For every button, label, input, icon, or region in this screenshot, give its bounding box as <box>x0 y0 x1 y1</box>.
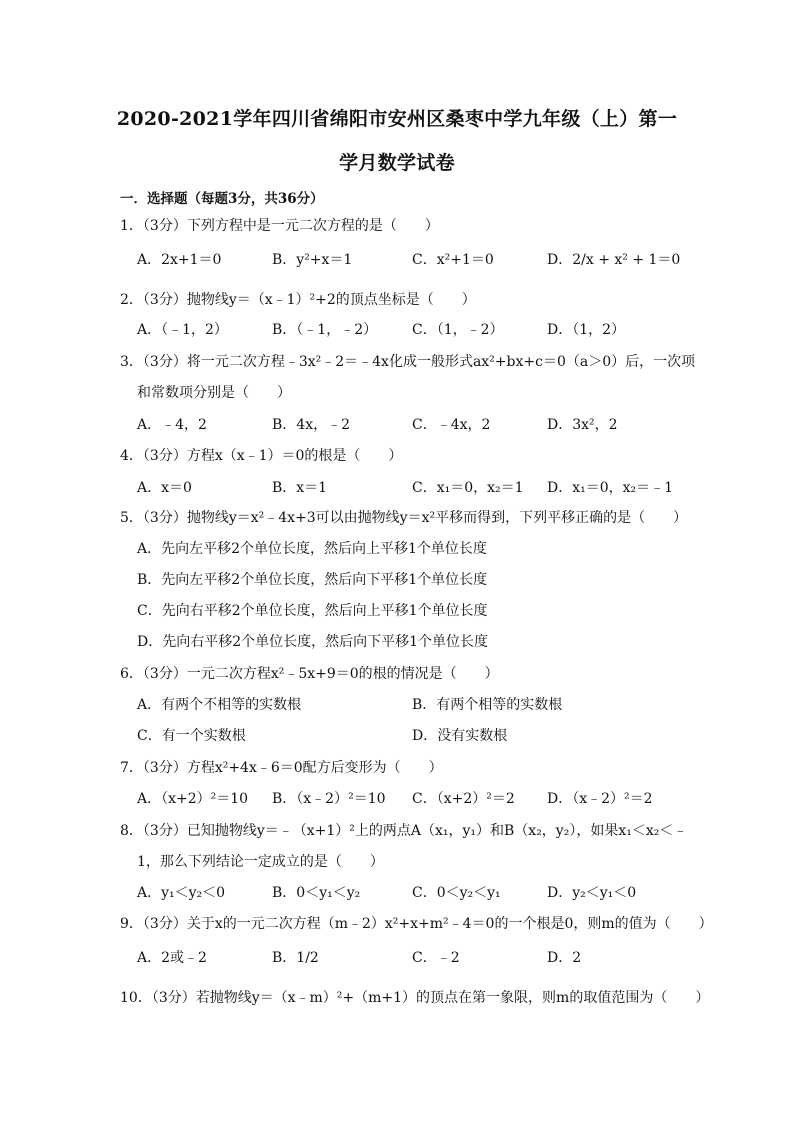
question-2-option-d: D．（1，2） <box>547 322 626 338</box>
question-3-option-c: C．﹣4x，2 <box>412 417 491 433</box>
question-3-option-a: A．﹣4，2 <box>137 417 207 433</box>
question-4-option-a: A．x＝0 <box>137 480 192 496</box>
question-6-option-d: D．没有实数根 <box>412 728 508 744</box>
question-3-stem-line1: 3．（3分）将一元二次方程﹣3x²﹣2＝﹣4x化成一般形式ax²+bx+c＝0（a＞0）后，一次项 <box>120 354 696 370</box>
question-8-option-c: C．0＜y₂＜y₁ <box>412 885 501 901</box>
question-1-stem: 1．（3分）下列方程中是一元二次方程的是（ ） <box>120 218 439 234</box>
question-5-option-b: B．先向左平移2个单位长度，然后向下平移1个单位长度 <box>137 572 488 588</box>
question-7-option-b: B．（x﹣2）²＝10 <box>272 791 386 807</box>
question-8-option-b: B．0＜y₁＜y₂ <box>272 885 361 901</box>
question-2-option-a: A．（﹣1，2） <box>137 322 228 338</box>
question-5-option-a: A．先向左平移2个单位长度，然后向上平移1个单位长度 <box>137 541 487 557</box>
question-8-option-a: A．y₁＜y₂＜0 <box>137 885 226 901</box>
question-9-option-c: C．﹣2 <box>412 950 460 966</box>
question-1-option-a: A．2x+1＝0 <box>137 252 222 268</box>
question-5-option-d: D．先向右平移2个单位长度，然后向下平移1个单位长度 <box>137 634 489 650</box>
question-9-option-d: D．2 <box>547 950 582 966</box>
question-9-option-b: B．1/2 <box>272 950 319 966</box>
question-7-stem: 7．（3分）方程x²+4x﹣6＝0配方后变形为（ ） <box>120 760 443 776</box>
question-4-stem: 4．（3分）方程x（x﹣1）＝0的根是（ ） <box>120 448 403 464</box>
question-9-stem: 9．（3分）关于x的一元二次方程（m﹣2）x²+x+m²﹣4＝0的一个根是0，则m的值为（ ） <box>120 916 713 932</box>
question-7-option-a: A．（x+2）²＝10 <box>137 791 249 807</box>
question-7-option-c: C．（x+2）²＝2 <box>412 791 515 807</box>
question-3-option-b: B．4x，﹣2 <box>272 417 350 433</box>
question-6-stem: 6．（3分）一元二次方程x²﹣5x+9＝0的根的情况是（ ） <box>120 666 499 682</box>
question-4-option-d: D．x₁＝0，x₂＝﹣1 <box>547 480 674 496</box>
question-6-option-c: C．有一个实数根 <box>137 728 246 744</box>
section-heading: 一．选择题（每题3分，共36分） <box>120 191 324 207</box>
question-3-option-d: D．3x²，2 <box>547 417 618 433</box>
question-4-option-b: B．x＝1 <box>272 480 328 496</box>
question-1-option-c: C．x²+1＝0 <box>412 252 494 268</box>
exam-title-line1: 2020-2021学年四川省绵阳市安州区桑枣中学九年级（上）第一 <box>116 108 678 130</box>
question-5-stem: 5．（3分）抛物线y＝x²﹣4x+3可以由抛物线y＝x²平移而得到，下列平移正确的是（ ） <box>120 510 688 526</box>
question-6-option-b: B．有两个相等的实数根 <box>412 697 563 713</box>
question-7-option-d: D．（x﹣2）²＝2 <box>547 791 653 807</box>
question-1-option-b: B．y²+x＝1 <box>272 252 353 268</box>
question-2-option-b: B．（﹣1，﹣2） <box>272 322 378 338</box>
question-8-stem-line2: 1，那么下列结论一定成立的是（ ） <box>137 854 384 870</box>
question-4-option-c: C．x₁＝0，x₂＝1 <box>412 480 524 496</box>
question-5-option-c: C．先向右平移2个单位长度，然后向上平移1个单位长度 <box>137 603 488 619</box>
question-1-option-d: D．2/x + x² + 1＝0 <box>547 252 681 268</box>
exam-title-line2: 学月数学试卷 <box>339 152 455 174</box>
question-8-option-d: D．y₂＜y₁＜0 <box>547 885 637 901</box>
question-6-option-a: A．有两个不相等的实数根 <box>137 697 302 713</box>
question-8-stem-line1: 8．（3分）已知抛物线y＝﹣（x+1）²上的两点A（x₁，y₁）和B（x₂，y₂），如果x₁＜x₂＜﹣ <box>120 823 688 839</box>
question-9-option-a: A．2或﹣2 <box>137 950 207 966</box>
question-2-stem: 2．（3分）抛物线y＝（x﹣1）²+2的顶点坐标是（ ） <box>120 292 476 308</box>
question-10-stem: 10．（3分）若抛物线y＝（x﹣m）²+（m+1）的顶点在第一象限，则m的取值范围为（ ） <box>120 990 710 1006</box>
question-2-option-c: C．（1，﹣2） <box>412 322 504 338</box>
question-3-stem-line2: 和常数项分别是（ ） <box>137 385 291 401</box>
